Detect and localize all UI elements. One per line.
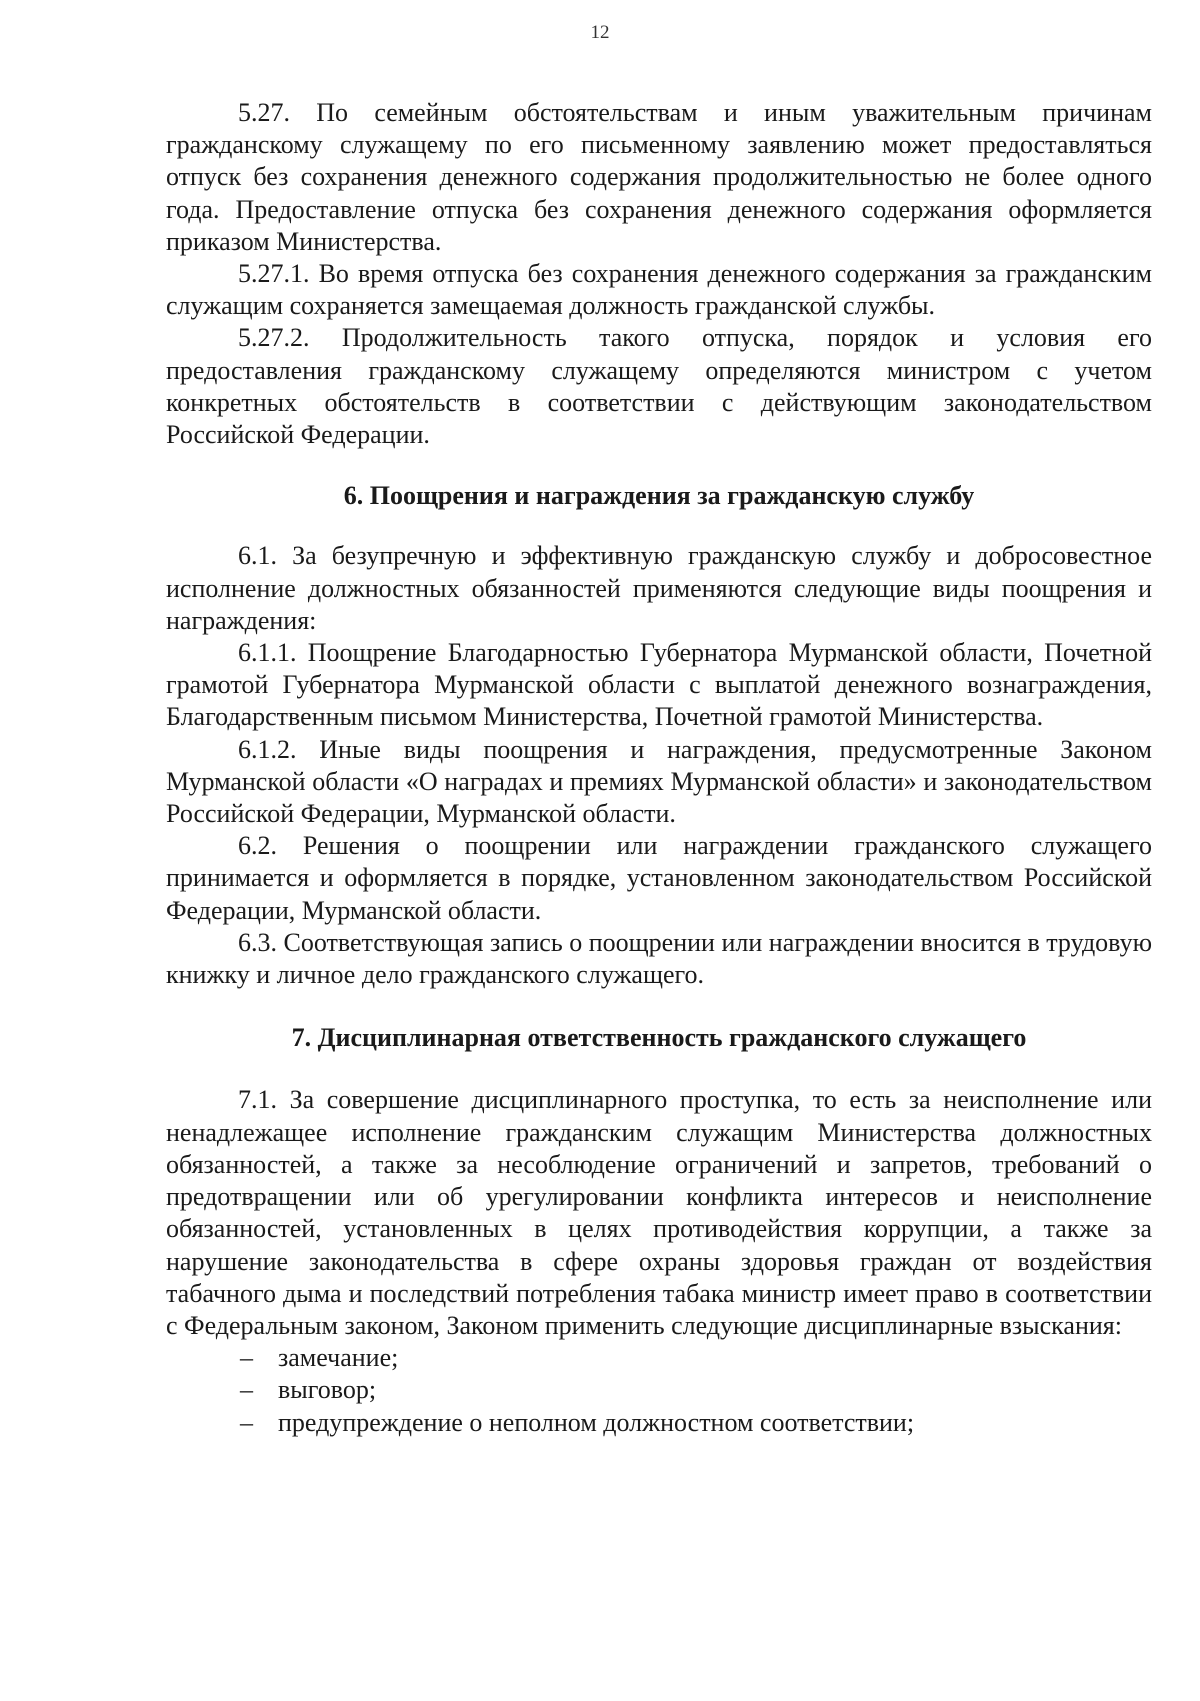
list-item — [166, 1342, 1152, 1374]
list-dash: – — [240, 1343, 253, 1373]
paragraph-6-1-1: 6.1.1. Поощрение Благодарностью Губернатора Мурманской области, Почетной грамотой Губернатора Мурманской области с выплатой денежного вознаграждения, Благодарственным письмом Министерства, Почетной грамотой Министерства. — [166, 638, 1152, 732]
section-7-heading: 7. Дисциплинарная ответственность гражданского служащего — [291, 1023, 1027, 1053]
list-item — [166, 1374, 1152, 1406]
section-6-heading: 6. Поощрения и награждения за гражданскую службу — [343, 481, 975, 511]
list-item-text: выговор; — [278, 1375, 377, 1405]
paragraph-6-2: 6.2. Решения о поощрении или награждении гражданского служащего принимается и оформляется в порядке, установленном законодательством Российской Федерации, Мурманской области. — [166, 831, 1152, 925]
paragraph-5-27-2: 5.27.2. Продолжительность такого отпуска, порядок и условия его предоставления гражданскому служащему определяются министром с учетом конкретных обстоятельств в соответствии с действующим законодательством Российской Федерации. — [166, 323, 1152, 450]
paragraph-6-1-2: 6.1.2. Иные виды поощрения и награждения, предусмотренные Законом Мурманской области «О наградах и премиях Мурманской области» и законодательством Российской Федерации, Мурманской области. — [166, 734, 1152, 829]
document-body — [166, 97, 1152, 1439]
paragraph-6-1: 6.1. За безупречную и эффективную гражданскую службу и добросовестное исполнение должностных обязанностей применяются следующие виды поощрения и награждения: — [166, 541, 1152, 635]
paragraph-6-3: 6.3. Соответствующая запись о поощрении или награждении вносится в трудовую книжку и личное дело гражданского служащего. — [166, 927, 1152, 990]
list-dash: – — [240, 1375, 253, 1405]
list-dash: – — [240, 1407, 253, 1437]
paragraph-5-27: 5.27. По семейным обстоятельствам и иным уважительным причинам гражданскому служащему по его письменному заявлению может предоставляться отпуск без сохранения денежного содержания продолжительностью не более одного года. Предоставление отпуска без сохранения денежного содержания оформляется приказом Министерства. — [166, 98, 1152, 256]
paragraph-7-1: 7.1. За совершение дисциплинарного проступка, то есть за неисполнение или ненадлежащее исполнение гражданским служащим Министерства должностных обязанностей, а также за несоблюдение ограничений и запретов, требований о предотвращении или об урегулировании конфликта интересов и неисполнение обязанностей, установленных в целях противодействия коррупции, а также за нарушение законодательства в сфере охраны здоровья граждан от воздействия табачного дыма и последствий потребления табака министр имеет право в соответствии с Федеральным законом, Законом применить следующие дисциплинарные взыскания: — [166, 1085, 1152, 1340]
list-item — [166, 1407, 1152, 1439]
page-number: 12 — [590, 22, 610, 43]
paragraph-5-27-1: 5.27.1. Во время отпуска без сохранения денежного содержания за гражданским служащим сохраняется замещаемая должность гражданской службы. — [166, 259, 1152, 321]
list-item-text: замечание; — [278, 1343, 399, 1373]
list-item-text: предупреждение о неполном должностном соответствии; — [278, 1407, 915, 1437]
